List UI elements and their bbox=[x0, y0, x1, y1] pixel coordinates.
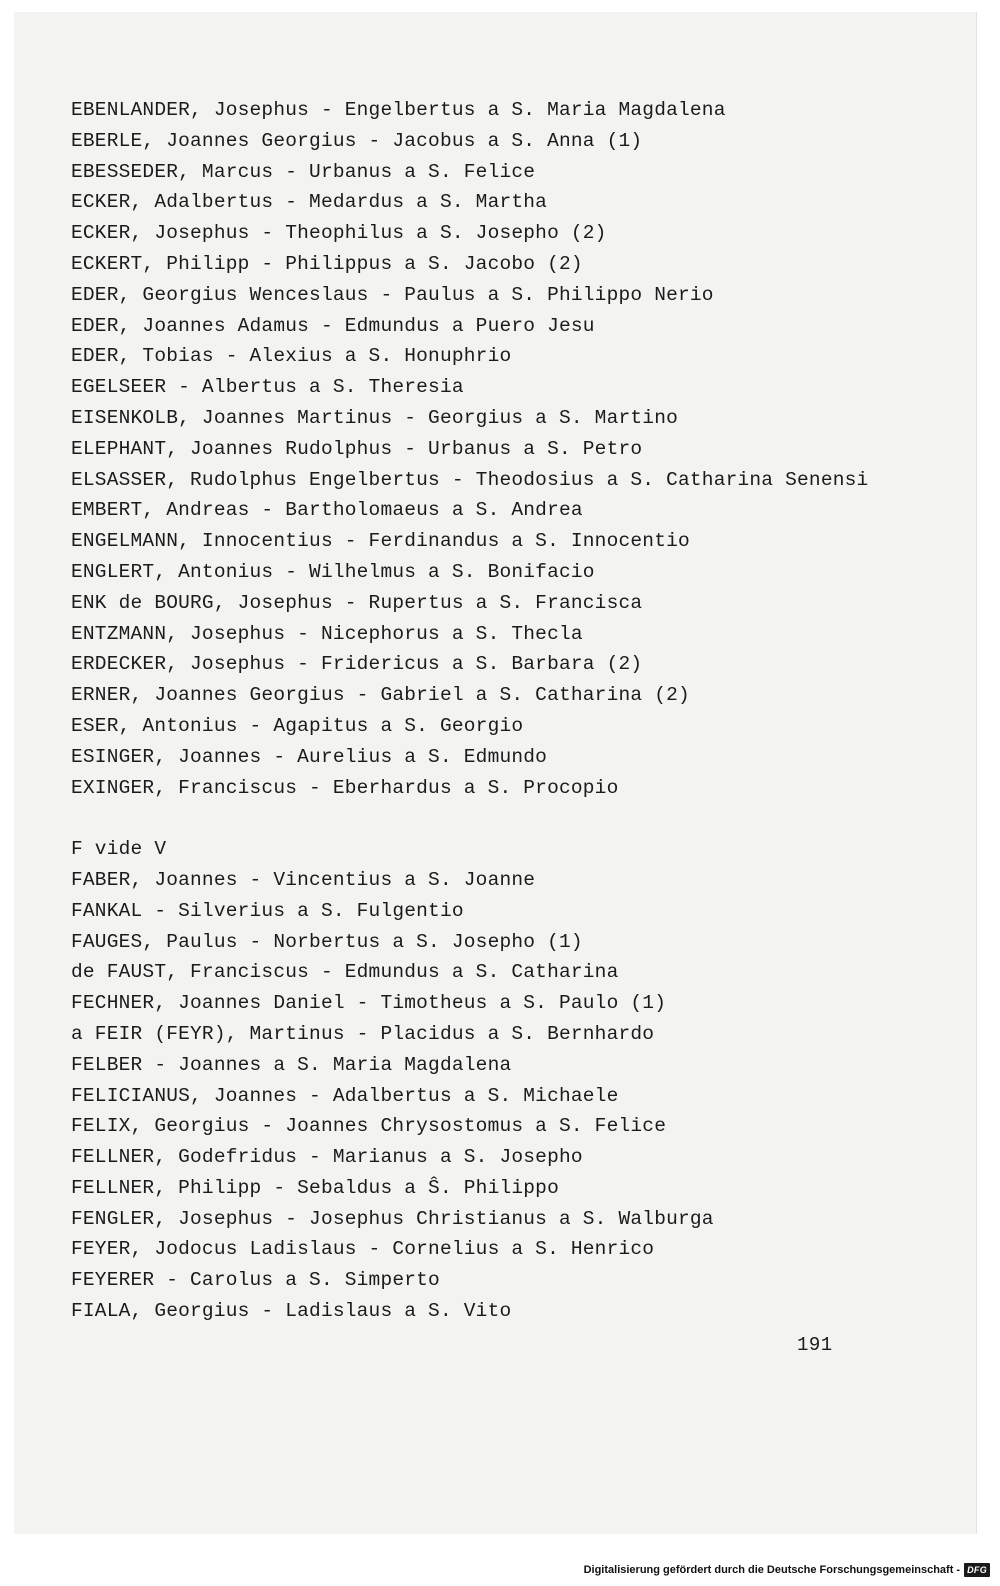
section-gap bbox=[71, 803, 868, 834]
list-item: FELIX, Georgius - Joannes Chrysostomus a S. Felice bbox=[71, 1115, 667, 1138]
list-item: FENGLER, Josephus - Josephus Christianus a S. Walburga bbox=[71, 1207, 714, 1230]
list-item: ELSASSER, Rudolphus Engelbertus - Theodosius a S. Catharina Senensi bbox=[71, 468, 869, 491]
list-item: EBESSEDER, Marcus - Urbanus a S. Felice bbox=[71, 160, 536, 183]
list-item: de FAUST, Franciscus - Edmundus a S. Catharina bbox=[71, 961, 619, 984]
list-item: ELEPHANT, Joannes Rudolphus - Urbanus a S. Petro bbox=[71, 437, 643, 460]
list-item: ECKER, Adalbertus - Medardus a S. Martha bbox=[71, 191, 548, 214]
entry-list bbox=[71, 95, 868, 1327]
page-number: 191 bbox=[797, 1334, 833, 1356]
list-item: ENGELMANN, Innocentius - Ferdinandus a S. Innocentio bbox=[71, 530, 690, 553]
list-item: EXINGER, Franciscus - Eberhardus a S. Procopio bbox=[71, 776, 619, 799]
list-item: EDER, Georgius Wenceslaus - Paulus a S. Philippo Nerio bbox=[71, 283, 714, 306]
list-item: FELBER - Joannes a S. Maria Magdalena bbox=[71, 1053, 512, 1076]
list-item: FANKAL - Silverius a S. Fulgentio bbox=[71, 899, 464, 922]
list-item: FABER, Joannes - Vincentius a S. Joanne bbox=[71, 868, 536, 891]
list-item: EISENKOLB, Joannes Martinus - Georgius a S. Martino bbox=[71, 406, 678, 429]
list-item: EBENLANDER, Josephus - Engelbertus a S. Maria Magdalena bbox=[71, 99, 726, 121]
list-item: EDER, Joannes Adamus - Edmundus a Puero Jesu bbox=[71, 314, 595, 337]
list-item: ESINGER, Joannes - Aurelius a S. Edmundo bbox=[71, 745, 548, 768]
list-item: ERNER, Joannes Georgius - Gabriel a S. Catharina (2) bbox=[71, 684, 690, 707]
list-item: FEYERER - Carolus a S. Simperto bbox=[71, 1269, 440, 1292]
list-item: ESER, Antonius - Agapitus a S. Georgio bbox=[71, 714, 524, 737]
list-item: EMBERT, Andreas - Bartholomaeus a S. Andrea bbox=[71, 499, 583, 522]
list-item: FAUGES, Paulus - Norbertus a S. Josepho (1) bbox=[71, 930, 583, 953]
list-item: FIALA, Georgius - Ladislaus a S. Vito bbox=[71, 1300, 512, 1323]
list-item: FELICIANUS, Joannes - Adalbertus a S. Michaele bbox=[71, 1084, 619, 1107]
list-item: ENTZMANN, Josephus - Nicephorus a S. Thecla bbox=[71, 622, 583, 645]
list-item: FEYER, Jodocus Ladislaus - Cornelius a S. Henrico bbox=[71, 1238, 655, 1261]
list-item: ECKERT, Philipp - Philippus a S. Jacobo (2) bbox=[71, 252, 583, 275]
section-heading: F vide V bbox=[71, 838, 167, 861]
list-item: a FEIR (FEYR), Martinus - Placidus a S. Bernhardo bbox=[71, 1022, 655, 1045]
list-item: EGELSEER - Albertus a S. Theresia bbox=[71, 376, 464, 399]
list-item: FELLNER, Godefridus - Marianus a S. Josepho bbox=[71, 1146, 583, 1169]
list-item: FELLNER, Philipp - Sebaldus a Ŝ. Philippo bbox=[71, 1176, 559, 1199]
list-item: EDER, Tobias - Alexius a S. Honuphrio bbox=[71, 345, 512, 368]
list-item: ECKER, Josephus - Theophilus a S. Josepho (2) bbox=[71, 222, 607, 245]
list-item: ERDECKER, Josephus - Fridericus a S. Barbara (2) bbox=[71, 653, 643, 676]
list-item: EBERLE, Joannes Georgius - Jacobus a S. Anna (1) bbox=[71, 129, 643, 152]
list-item: ENK de BOURG, Josephus - Rupertus a S. Francisca bbox=[71, 591, 643, 614]
footer-credit bbox=[584, 1563, 990, 1577]
footer-credit-text: Digitalisierung gefördert durch die Deutsche Forschungsgemeinschaft - bbox=[583, 1564, 961, 1576]
dfg-logo-icon: DFG bbox=[964, 1563, 990, 1577]
list-item: FECHNER, Joannes Daniel - Timotheus a S. Paulo (1) bbox=[71, 992, 667, 1015]
list-item: ENGLERT, Antonius - Wilhelmus a S. Bonifacio bbox=[71, 560, 595, 583]
